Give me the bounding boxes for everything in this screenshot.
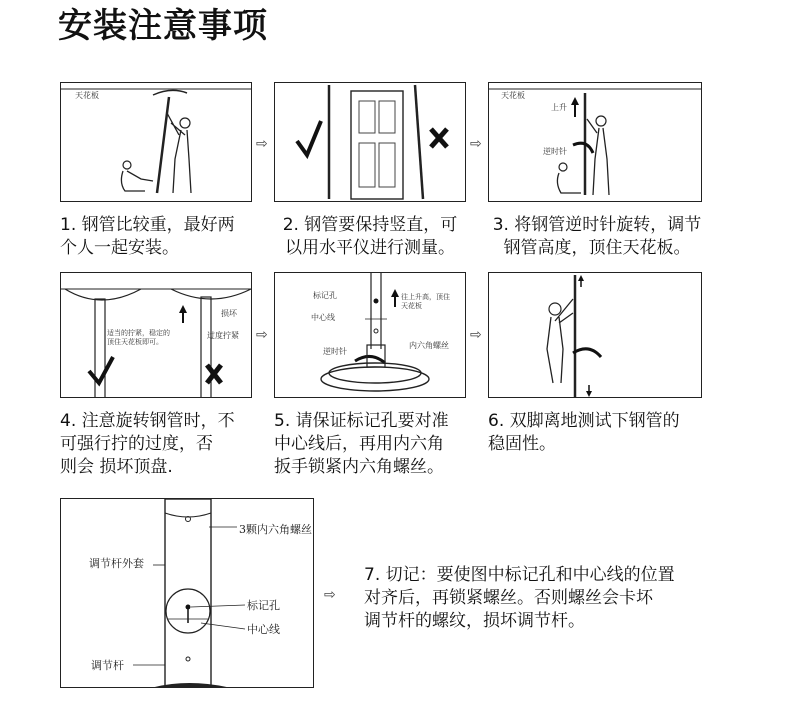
hang-test-illustration — [489, 273, 702, 398]
three-hex-screws-label: 3颗内六角螺丝 — [239, 523, 312, 536]
panel-stability-test — [488, 272, 702, 398]
two-people-illustration — [61, 83, 252, 202]
caption-step-7: 7. 切记：要使图中标记孔和中心线的位置 对齐后，再锁紧螺丝。否则螺丝会卡坏 调节杆的螺纹，损坏调节杆。 — [364, 565, 675, 631]
damage-label: 损坏 — [221, 309, 237, 318]
adjusting-rod-label: 调节杆 — [91, 659, 124, 672]
panel-align-mark-hole — [274, 272, 466, 398]
overtighten-label: 过度拧紧 — [207, 331, 239, 340]
caption-step-5: 5. 请保证标记孔要对准 中心线后，再用内六角 扳手锁紧内六角螺丝。 — [274, 411, 449, 477]
rise-label: 上升 — [551, 103, 567, 112]
ceiling-label: 天花板 — [501, 91, 525, 100]
center-line-label: 中心线 — [247, 623, 280, 636]
rise-ceiling-note: 往上升高，顶住 天花板 — [401, 293, 450, 310]
panel-keep-vertical — [274, 82, 466, 202]
caption-step-1: 1. 钢管比较重，最好两 个人一起安装。 — [60, 215, 235, 258]
mark-hole-label: 标记孔 — [247, 599, 280, 612]
proper-tighten-note: 适当的拧紧，稳定的 顶住天花板即可。 — [107, 329, 170, 346]
caption-step-6: 6. 双脚离地测试下钢管的 稳固性。 — [488, 411, 680, 454]
panel-two-people-install — [60, 82, 252, 202]
sleeve-label: 调节杆外套 — [89, 557, 144, 570]
mark-hole-alignment-illustration — [275, 273, 466, 398]
page-title: 安装注意事项 — [58, 6, 268, 46]
panel-adjusting-rod-detail — [60, 498, 314, 688]
panel-rotate-counterclockwise — [488, 82, 702, 202]
ceiling-label: 天花板 — [75, 91, 99, 100]
center-line-label: 中心线 — [311, 313, 335, 322]
arrow-right-icon: ⇨ — [256, 327, 268, 343]
tighten-comparison-illustration — [61, 273, 252, 398]
hex-screw-label: 内六角螺丝 — [409, 341, 449, 350]
caption-step-3: 3. 将钢管逆时针旋转，调节 钢管高度，顶住天花板。 — [492, 215, 702, 258]
vertical-pole-door-illustration — [275, 83, 466, 202]
counterclockwise-label: 逆时针 — [543, 147, 567, 156]
arrow-right-icon: ⇨ — [324, 587, 336, 603]
panel-do-not-overtighten — [60, 272, 252, 398]
rotate-pole-illustration — [489, 83, 702, 202]
caption-step-4: 4. 注意旋转钢管时，不 可强行拧的过度，否 则会 损坏顶盘. — [60, 411, 235, 477]
arrow-right-icon: ⇨ — [256, 136, 268, 152]
mark-hole-label: 标记孔 — [313, 291, 337, 300]
rod-cutaway-illustration — [61, 499, 314, 688]
arrow-right-icon: ⇨ — [470, 136, 482, 152]
arrow-right-icon: ⇨ — [470, 327, 482, 343]
caption-step-2: 2. 钢管要保持竖直，可 以用水平仪进行测量。 — [282, 215, 458, 258]
counterclockwise-label: 逆时针 — [323, 347, 347, 356]
